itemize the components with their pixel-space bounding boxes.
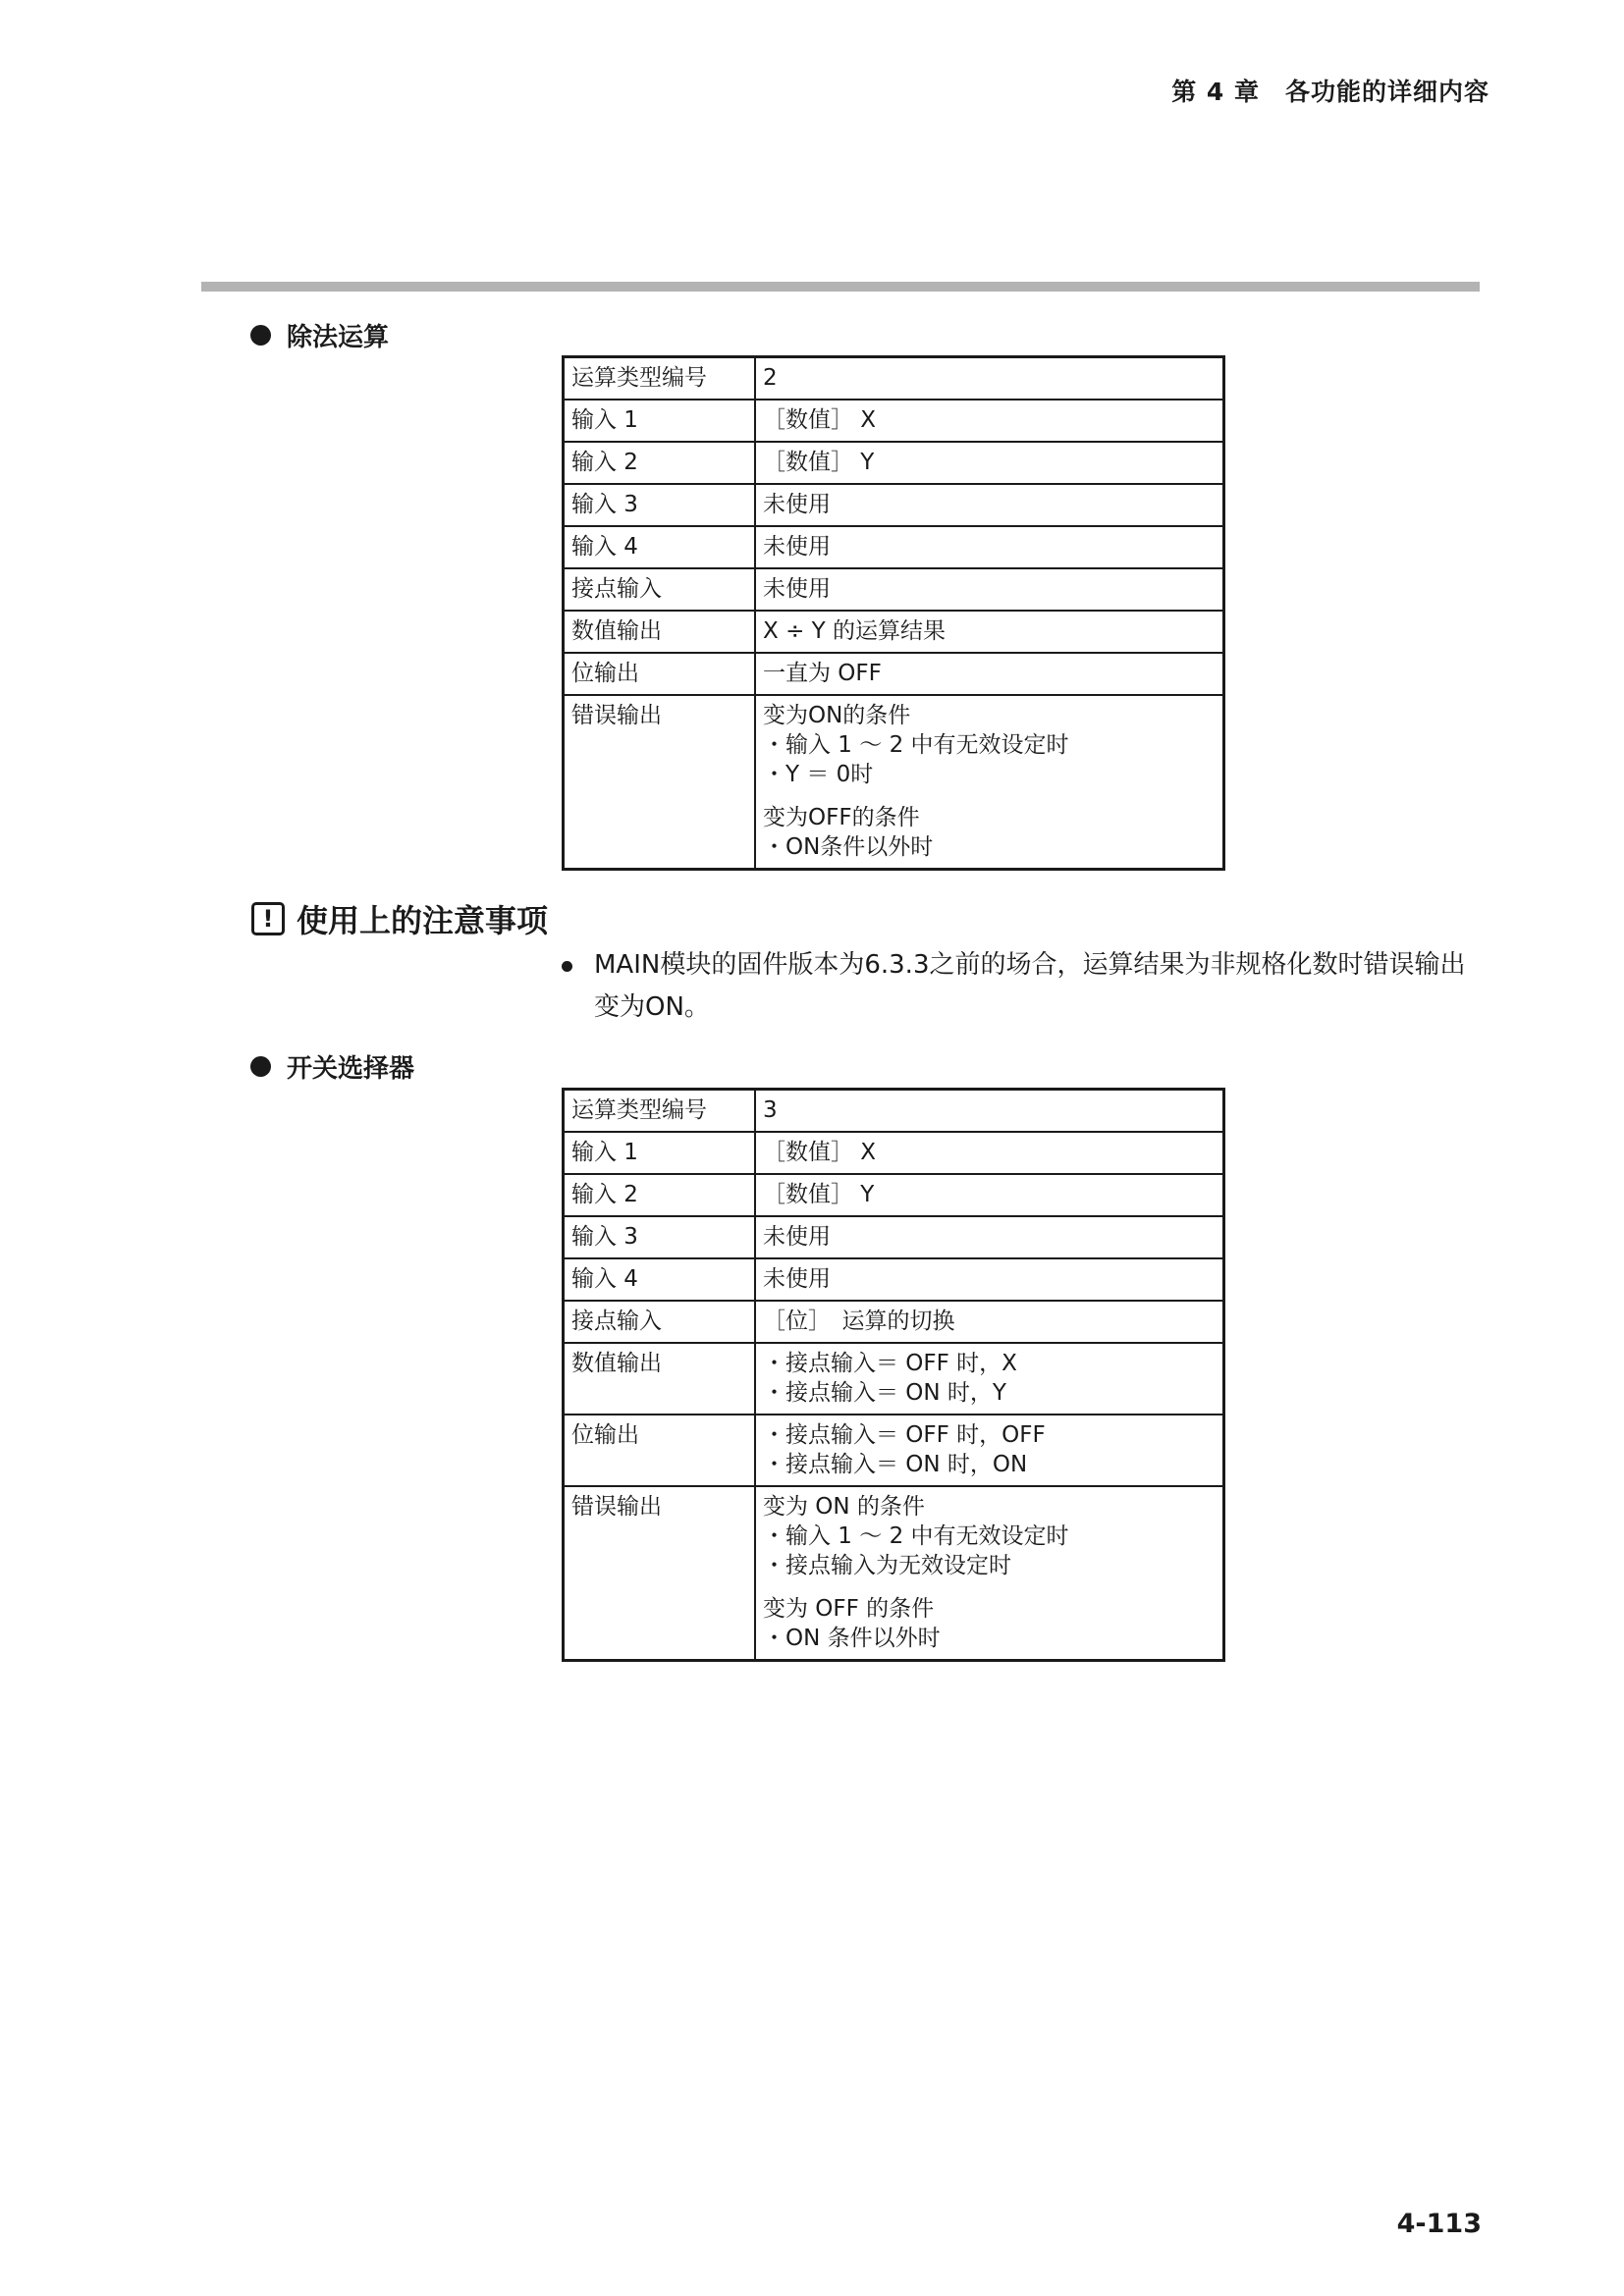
table-row (564, 1258, 1224, 1301)
table-key: 错误输出 (564, 695, 756, 870)
table-value: X ÷ Y 的运算结果 (755, 611, 1224, 653)
table-key: 位输出 (564, 653, 756, 695)
error-on-condition: ・输入 1 ～ 2 中有无效设定时 (763, 1523, 1069, 1549)
table-row (564, 653, 1224, 695)
caution-title: 使用上的注意事项 (297, 902, 549, 939)
error-on-condition: ・接点输入为无效设定时 (763, 1553, 1011, 1578)
table-row (564, 1174, 1224, 1216)
table-key: 运算类型编号 (564, 1090, 756, 1133)
error-on-condition: ・输入 1 ～ 2 中有无效设定时 (763, 732, 1069, 758)
spacer (763, 789, 1216, 803)
table-row (564, 1301, 1224, 1343)
table-row (564, 1216, 1224, 1258)
table-row (564, 1132, 1224, 1174)
table-row (564, 1486, 1224, 1661)
section-divider (201, 282, 1480, 292)
table-value: ［位］ 运算的切换 (755, 1301, 1224, 1343)
table-key: 输入 4 (564, 1258, 756, 1301)
table-value: ［数值］ Y (755, 1174, 1224, 1216)
page-number: 4-113 (1396, 2209, 1482, 2239)
division-heading-text: 除法运算 (287, 323, 390, 352)
table-key: 输入 1 (564, 1132, 756, 1174)
numeric-out-line: ・接点输入＝ OFF 时，X (763, 1351, 1017, 1376)
caution-heading (251, 896, 548, 941)
table-value (755, 1415, 1224, 1486)
table-value (755, 695, 1224, 870)
bullet-icon (562, 961, 572, 972)
table-value: ［数值］ X (755, 1132, 1224, 1174)
error-off-title: 变为OFF的条件 (763, 805, 920, 830)
table-key: 数值输出 (564, 611, 756, 653)
switch-selector-heading (250, 1048, 414, 1085)
table-row (564, 484, 1224, 526)
table-value: ［数值］ X (755, 400, 1224, 442)
table-key: 接点输入 (564, 1301, 756, 1343)
table-row (564, 695, 1224, 870)
table-row (564, 442, 1224, 484)
error-off-title: 变为 OFF 的条件 (763, 1596, 935, 1622)
table-row (564, 1415, 1224, 1486)
caution-icon: ! (251, 902, 285, 935)
table-key: 数值输出 (564, 1343, 756, 1415)
table-row (564, 526, 1224, 568)
switch-selector-heading-text: 开关选择器 (287, 1054, 415, 1084)
table-key: 输入 2 (564, 442, 756, 484)
table-value: 未使用 (755, 526, 1224, 568)
table-value (755, 1486, 1224, 1661)
table-row (564, 611, 1224, 653)
table-key: 输入 2 (564, 1174, 756, 1216)
bit-out-line: ・接点输入＝ ON 时，ON (763, 1452, 1028, 1477)
table-value: 3 (755, 1090, 1224, 1133)
caution-note (562, 944, 1480, 1029)
table-key: 错误输出 (564, 1486, 756, 1661)
table-key: 运算类型编号 (564, 357, 756, 400)
table-row (564, 357, 1224, 400)
table-key: 输入 3 (564, 1216, 756, 1258)
table-key: 输入 4 (564, 526, 756, 568)
bit-out-line: ・接点输入＝ OFF 时，OFF (763, 1422, 1046, 1448)
error-off-condition: ・ON条件以外时 (763, 834, 934, 860)
switch-selector-table (562, 1088, 1225, 1662)
table-value: 未使用 (755, 568, 1224, 611)
bullet-icon (250, 1056, 271, 1077)
table-value: 2 (755, 357, 1224, 400)
table-key: 位输出 (564, 1415, 756, 1486)
table-key: 接点输入 (564, 568, 756, 611)
error-on-condition: ・Y ＝ 0时 (763, 762, 874, 787)
table-key: 输入 3 (564, 484, 756, 526)
error-on-title: 变为 ON 的条件 (763, 1494, 925, 1520)
error-off-condition: ・ON 条件以外时 (763, 1626, 941, 1651)
table-row (564, 568, 1224, 611)
table-value: 未使用 (755, 1216, 1224, 1258)
table-row (564, 1090, 1224, 1133)
table-value: 未使用 (755, 1258, 1224, 1301)
table-value: 未使用 (755, 484, 1224, 526)
table-row (564, 1343, 1224, 1415)
error-on-title: 变为ON的条件 (763, 703, 911, 728)
table-row (564, 400, 1224, 442)
numeric-out-line: ・接点输入＝ ON 时，Y (763, 1380, 1006, 1406)
division-table (562, 355, 1225, 871)
division-heading (250, 317, 389, 353)
spacer (763, 1580, 1216, 1594)
table-value (755, 1343, 1224, 1415)
caution-note-text: MAIN模块的固件版本为6.3.3之前的场合，运算结果为非规格化数时错误输出变为ON。 (594, 950, 1466, 1022)
table-value: 一直为 OFF (755, 653, 1224, 695)
chapter-title: 第 4 章 各功能的详细内容 (1171, 78, 1489, 106)
table-value: ［数值］ Y (755, 442, 1224, 484)
table-key: 输入 1 (564, 400, 756, 442)
bullet-icon (250, 325, 271, 346)
